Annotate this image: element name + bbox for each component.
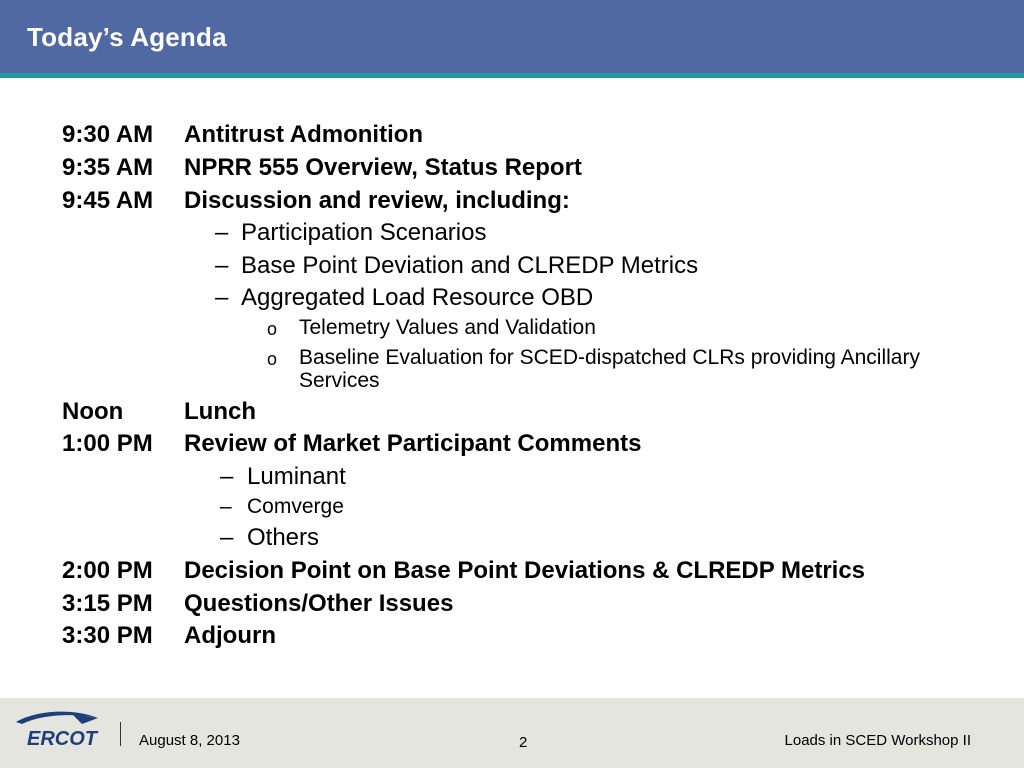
agenda-item: Discussion and review, including: <box>184 187 570 214</box>
dash-marker: – <box>215 252 229 279</box>
agenda-item: Questions/Other Issues <box>184 590 454 617</box>
agenda-time: 3:30 PM <box>62 622 153 649</box>
dash-marker: – <box>220 524 234 551</box>
obd-subitem: Telemetry Values and Validation <box>299 316 596 339</box>
dash-marker: – <box>215 219 229 246</box>
discussion-subitem: Aggregated Load Resource OBD <box>241 284 594 311</box>
agenda-item: Lunch <box>184 398 256 425</box>
agenda-time: 9:45 AM <box>62 187 154 214</box>
slide-footer <box>0 698 1024 768</box>
agenda-item: NPRR 555 Overview, Status Report <box>184 154 582 181</box>
agenda-item: Review of Market Participant Comments <box>184 430 642 457</box>
discussion-subitem: Base Point Deviation and CLREDP Metrics <box>241 252 699 279</box>
agenda-item: Decision Point on Base Point Deviations & CLREDP Metrics <box>184 557 866 584</box>
footer-event-title: Loads in SCED Workshop II <box>784 732 971 749</box>
footer-date: August 8, 2013 <box>139 732 240 749</box>
footer-divider <box>120 722 121 746</box>
agenda-item: Adjourn <box>184 622 276 649</box>
dash-marker: – <box>215 284 229 311</box>
circle-bullet-icon: o <box>267 349 278 369</box>
agenda-time: 2:00 PM <box>62 557 153 584</box>
agenda-time: 9:30 AM <box>62 121 154 148</box>
page-number: 2 <box>519 734 528 751</box>
discussion-subitem: Participation Scenarios <box>241 219 487 246</box>
logo-text: ERCOT <box>27 728 97 750</box>
agenda-time: 9:35 AM <box>62 154 154 181</box>
agenda-item: Antitrust Admonition <box>184 121 424 148</box>
obd-subitem: Baseline Evaluation for SCED-dispatched CLRs providing Ancillary Services <box>299 346 920 392</box>
comment-subitem: Luminant <box>247 463 346 490</box>
agenda-time: 3:15 PM <box>62 590 153 617</box>
agenda-time: Noon <box>62 398 124 425</box>
agenda-time: 1:00 PM <box>62 430 153 457</box>
comment-subitem: Comverge <box>247 495 344 518</box>
circle-bullet-icon: o <box>267 319 278 339</box>
ercot-logo <box>12 708 104 757</box>
dash-marker: – <box>220 463 234 490</box>
comment-subitem: Others <box>247 524 320 551</box>
slide-title: Today’s Agenda <box>27 22 227 52</box>
dash-marker: – <box>220 495 232 518</box>
